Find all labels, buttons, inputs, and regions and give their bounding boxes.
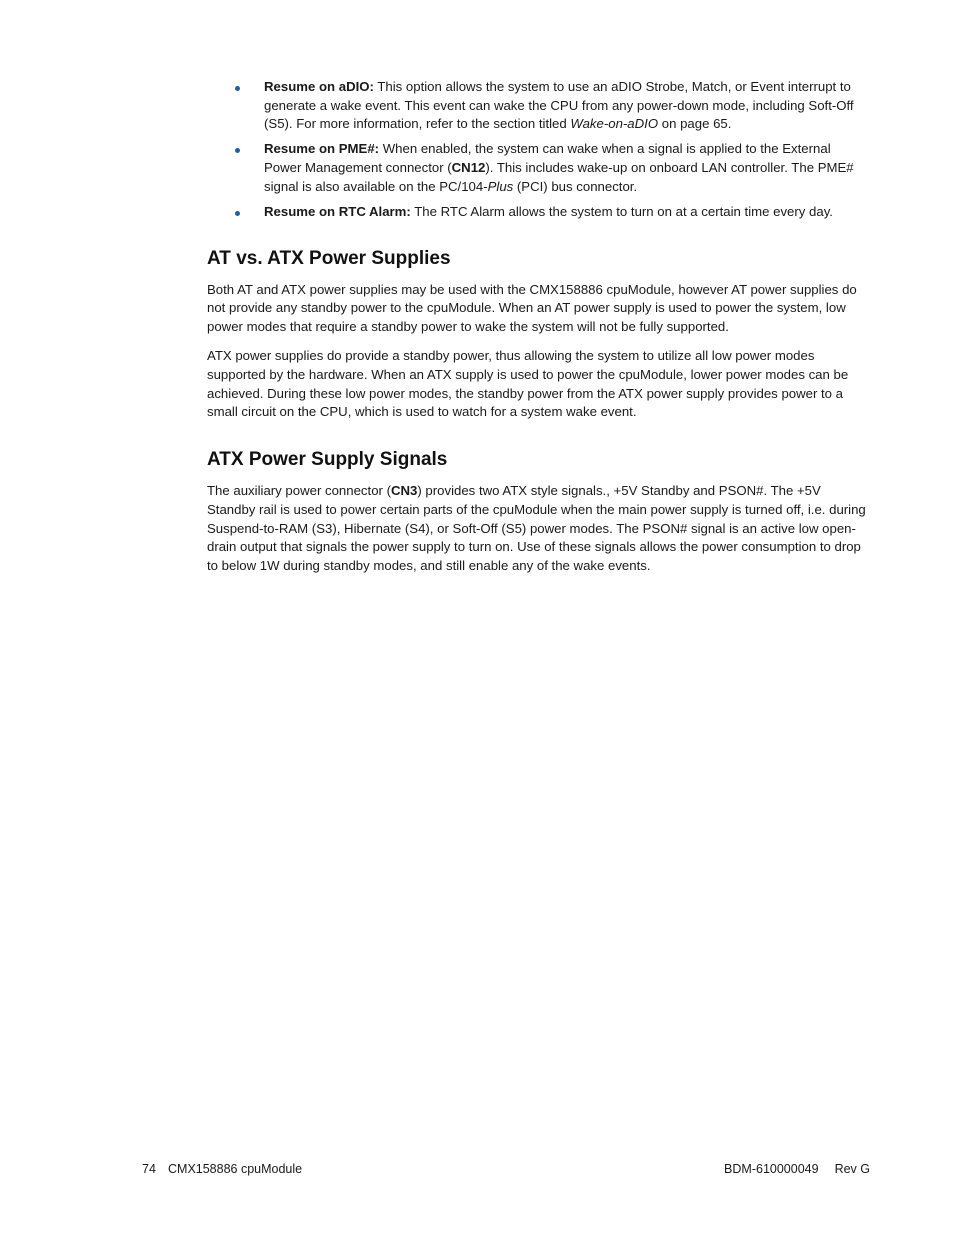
bullet-icon: [235, 148, 240, 153]
list-item-resume-on-rtc-alarm: [264, 203, 869, 222]
bus-suffix: Plus: [487, 178, 514, 194]
paragraph-text: ) provides two ATX style signals., +5V Standby and PSON#. The +5V Standby rail is used to power certain parts of the cpuModule when the main power supply is turned off, i.e. during Suspend-to-RAM (S3), Hibernate (S4), or Soft-Off (S5) power modes. The PSON# signal is an active low open-drain output that signals the power supply to turn on. Use of these signals allows the power consumption to drop to below 1W during standby modes, and still enable any of the wake events.: [207, 483, 866, 573]
wake-options-list: [207, 78, 869, 222]
section-heading-at-vs-atx: AT vs. ATX Power Supplies: [207, 247, 451, 269]
page-content: [207, 78, 869, 586]
page-number: 74: [142, 1162, 156, 1176]
paragraph: ATX power supplies do provide a standby power, thus allowing the system to utilize all low power modes supported by the hardware. When an ATX supply is used to power the cpuModule, lower power modes can be achieved. During these low power modes, the standby power from the ATX power supply provides power to a small circuit on the CPU, which is used to watch for a system wake event.: [207, 348, 849, 420]
revision: Rev G: [834, 1162, 870, 1176]
document-id: BDM-610000049: [724, 1162, 819, 1176]
list-item-resume-on-adio: [264, 78, 869, 134]
bullet-icon: [235, 86, 240, 91]
footer-right: [724, 1160, 870, 1178]
list-item-resume-on-pme: [264, 140, 869, 196]
paragraph-text: The auxiliary power connector (: [207, 483, 391, 499]
bullet-text: The RTC Alarm allows the system to turn on at a certain time every day.: [410, 203, 833, 219]
footer-left: [142, 1160, 302, 1178]
bullet-term: Resume on aDIO:: [264, 79, 374, 94]
bullet-icon: [235, 211, 240, 216]
bullet-text: (PCI) bus connector.: [513, 178, 638, 194]
bullet-term: Resume on PME#:: [264, 141, 380, 157]
bullet-text: When enabled, the system can wake when a signal is applied to the External Power Management connector (: [264, 141, 831, 176]
paragraph: [207, 482, 869, 576]
bullet-text: on page 65.: [658, 116, 732, 132]
connector-id: CN3: [390, 483, 418, 499]
section-reference: Wake-on-aDIO: [570, 116, 659, 132]
bullet-text: ). This includes wake-up on onboard LAN controller. The PME# signal is also available on the PC/104-: [264, 160, 854, 194]
paragraph: Both AT and ATX power supplies may be used with the CMX158886 cpuModule, however AT power supplies do not provide any standby power to the cpuModule. When an AT power supply is used to power the system, low power modes that require a standby power to wake the system will not be fully supported.: [207, 281, 857, 334]
bullet-text: This option allows the system to use an aDIO Strobe, Match, or Event interrupt to generate a wake event. This event can wake the CPU from any power-down mode, including Soft-Off (S5). For more information, refer to the section titled: [264, 79, 854, 132]
connector-id: CN12: [451, 160, 486, 176]
product-name: CMX158886 cpuModule: [168, 1162, 303, 1176]
bullet-term: Resume on RTC Alarm:: [264, 203, 411, 219]
section-heading-atx-signals: ATX Power Supply Signals: [207, 449, 448, 471]
